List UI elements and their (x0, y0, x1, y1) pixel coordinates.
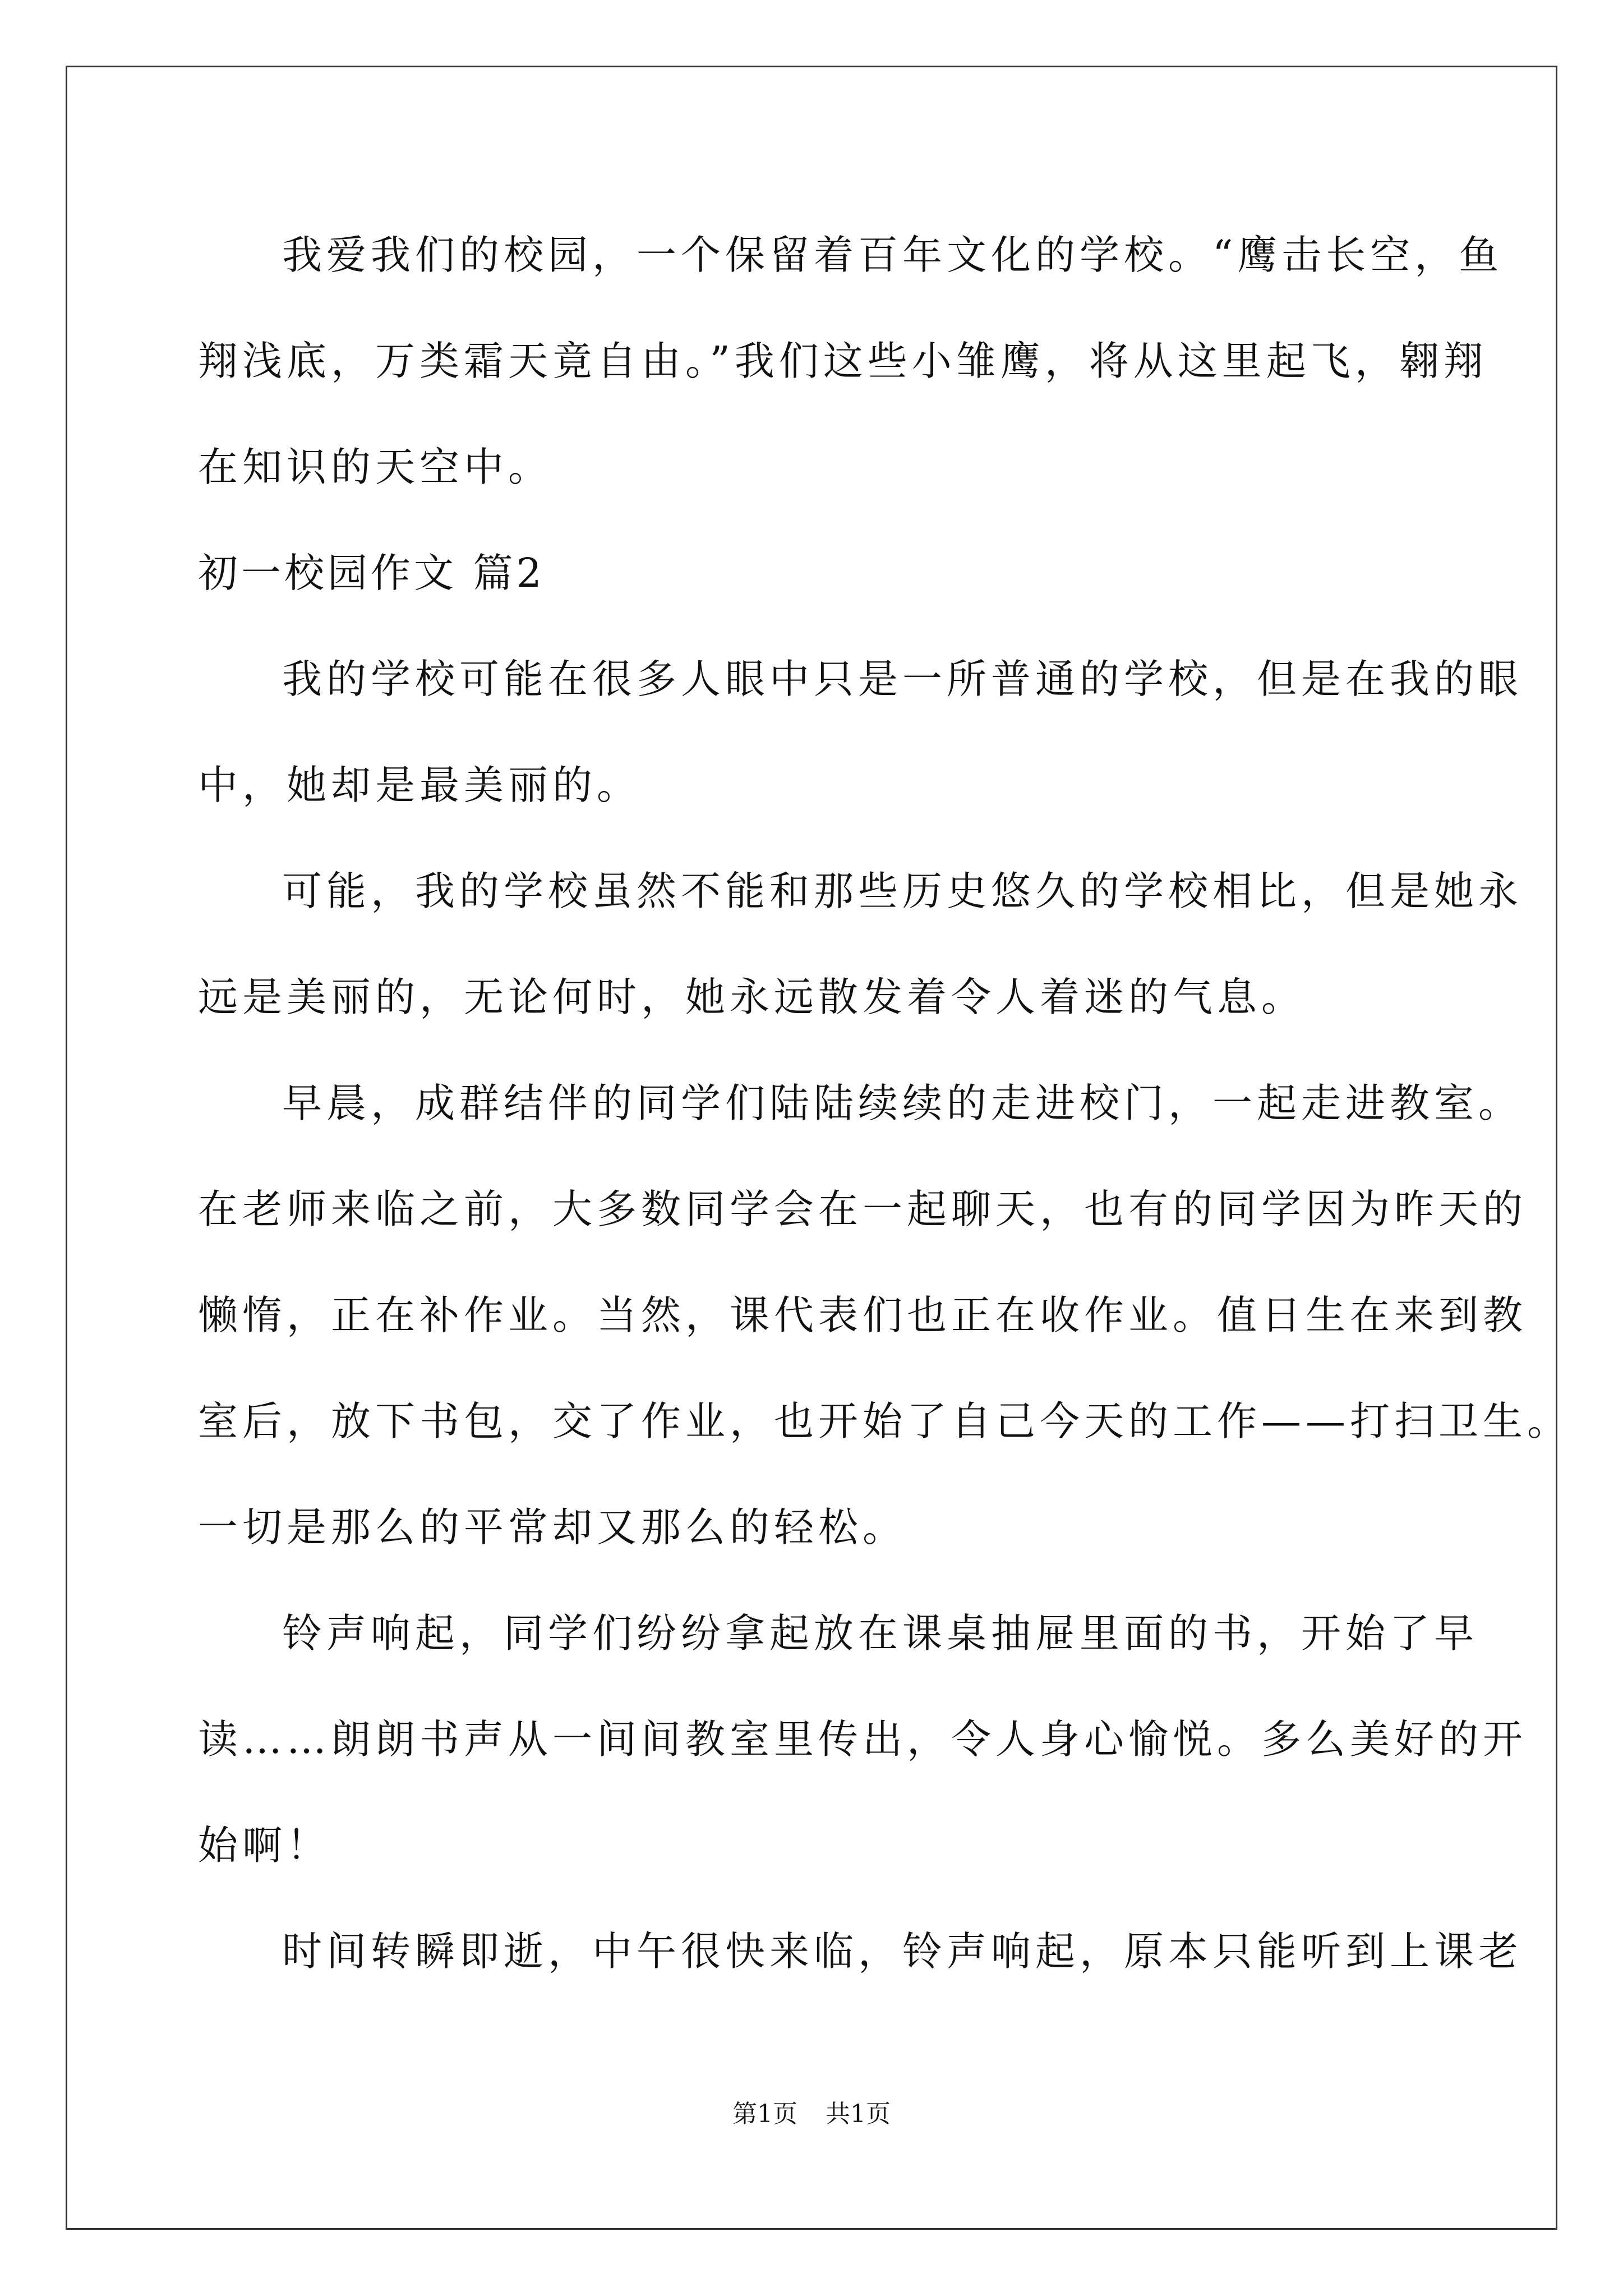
text-line: 在老师来临之前，大多数同学会在一起聊天，也有的同学因为昨天的 (198, 1186, 1528, 1232)
text-line: 读……朗朗书声从一间间教室里传出，令人身心愉悦。多么美好的开 (198, 1716, 1528, 1763)
text-line: 翔浅底，万类霜天竟自由。”我们这些小雏鹰，将从这里起飞，翱翔 (198, 338, 1488, 384)
paragraph (198, 1898, 1523, 2004)
text-line: 早晨，成群结伴的同学们陆陆续续的走进校门，一起走进教室。 (282, 1080, 1523, 1126)
text-line: 中，她却是最美丽的。 (198, 762, 642, 808)
page-total: 共1页 (826, 2100, 891, 2128)
paragraph (198, 1050, 1572, 1580)
paragraph (198, 626, 1523, 838)
text-line: 可能，我的学校虽然不能和那些历史悠久的学校相比，但是她永 (282, 868, 1523, 914)
page-footer (0, 2093, 1623, 2129)
text-line: 我爱我们的校园，一个保留着百年文化的学校。“鹰击长空，鱼 (282, 232, 1504, 278)
text-line: 铃声响起，同学们纷纷拿起放在课桌抽屉里面的书，开始了早 (282, 1610, 1479, 1657)
section-heading: 初一校园作文 篇2 (198, 550, 545, 596)
text-line: 在知识的天空中。 (198, 444, 553, 490)
document-body (198, 202, 1572, 2004)
text-line: 远是美丽的，无论何时，她永远散发着令人着迷的气息。 (198, 974, 1306, 1020)
text-line: 一切是那么的平常却又那么的轻松。 (198, 1504, 907, 1550)
page-number: 第1页 (732, 2100, 797, 2128)
text-line: 时间转瞬即逝，中午很快来临，铃声响起，原本只能听到上课老 (282, 1928, 1523, 1975)
text-line: 室后，放下书包，交了作业，也开始了自己今天的工作——打扫卫生。 (198, 1398, 1572, 1444)
text-line: 我的学校可能在很多人眼中只是一所普通的学校，但是在我的眼 (282, 656, 1523, 702)
paragraph (198, 202, 1504, 520)
text-line: 懒惰，正在补作业。当然，课代表们也正在收作业。值日生在来到教 (198, 1292, 1528, 1338)
paragraph (198, 1580, 1528, 1898)
paragraph (198, 838, 1523, 1050)
text-line: 始啊！ (198, 1822, 331, 1869)
